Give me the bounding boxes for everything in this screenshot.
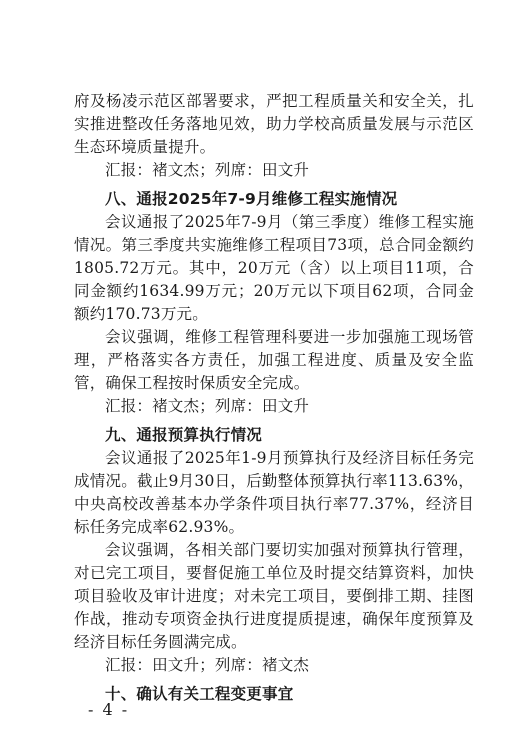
reporter-line: 汇报：褚文杰；列席：田文升 — [105, 161, 310, 179]
section-9-paragraph-1: 会议通报了2025年1-9月预算执行及经济目标任务完成情况。截止9月30日，后勤整体预算执行率113.63%，中央高校改善基本办学条件项目执行率77.37%，经济目标任务完成率62.93%。 — [74, 449, 474, 536]
section-8-paragraph-1: 会议通报了2025年7-9月（第三季度）维修工程实施情况。第三季度共实施维修工程项目73项，总合同金额约1805.72万元。其中，20万元（含）以上项目11项，合同金额约1634.99万元；20万元以下项目62项，合同金额约170.73万元。 — [74, 213, 474, 323]
document-body — [74, 90, 474, 706]
section-8-reporter-line: 汇报：褚文杰；列席：田文升 — [105, 397, 310, 415]
section-8-paragraph-2: 会议强调，维修工程管理科要进一步加强施工现场管理，严格落实各方责任，加强工程进度、质量及安全监管，确保工程按时保质安全完成。 — [74, 328, 474, 392]
section-heading-10: 十、确认有关工程变更事宜 — [105, 685, 294, 703]
section-9-paragraph-2: 会议强调，各相关部门要切实加强对预算执行管理，对已完工项目，要督促施工单位及时提交结算资料，加快项目验收及审计进度；对未完工项目，要倒排工期、挂图作战，推动专项资金执行进度提质提速，确保年度预算及经济目标任务圆满完成。 — [74, 541, 474, 651]
page-number: - 4 - — [88, 700, 130, 719]
intro-paragraph: 府及杨凌示范区部署要求，严把工程质量关和安全关，扎实推进整改任务落地见效，助力学校高质量发展与示范区生态环境质量提升。 — [74, 92, 474, 156]
section-heading-8: 八、通报2025年7-9月维修工程实施情况 — [105, 190, 398, 208]
section-heading-9: 九、通报预算执行情况 — [105, 426, 263, 444]
section-9-reporter-line: 汇报：田文升；列席：褚文杰 — [105, 656, 310, 674]
